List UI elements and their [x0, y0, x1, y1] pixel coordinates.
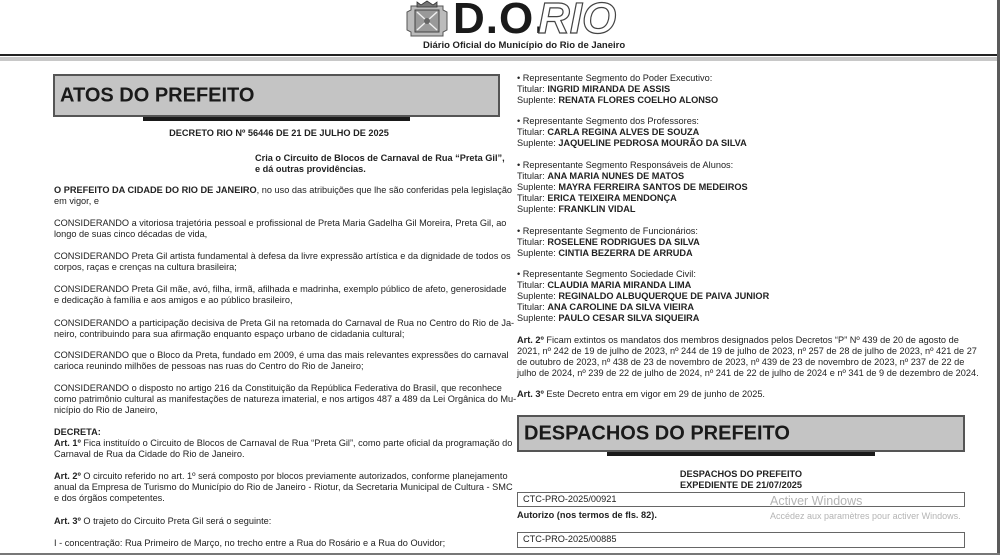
decreta-label: DECRETA: [54, 427, 101, 437]
section-title: DESPACHOS DO PREFEITO [524, 422, 790, 444]
segment-2-member-1 [517, 127, 699, 138]
process-decision-text: Autorizo (nos termos de fls. 82). [517, 510, 657, 520]
member-name: CINTIA BEZERRA DE ARRUDA [558, 248, 693, 258]
member-name: FRANKLIN VIDAL [558, 204, 636, 214]
art2-text: O circuito referido no art. 1º será composto por blocos previamente autorizados, conforme planejamento [80, 471, 508, 481]
segment-3-member-4 [517, 204, 635, 215]
art2-line-3: e dos órgãos competentes. [54, 493, 165, 503]
segment-3-member-3 [517, 193, 677, 204]
masthead [0, 0, 1000, 57]
segment-1-member-1 [517, 84, 670, 95]
preamble-line-2: em vigor, e [54, 196, 99, 206]
art3-text: Este Decreto entra em vigor em 29 de junho de 2025. [543, 389, 765, 399]
considerando-5-line-1: CONSIDERANDO que o Bloco da Preta, fundado em 2009, é uma das mais relevantes expressões do carnaval [54, 350, 509, 360]
right-art2-line-3: de outubro de 2023, nº 438 de 23 de novembro de 2023, nº 439 de 23 de novembro de 2023, nº 237 de 22 de [517, 357, 965, 367]
member-name: JAQUELINE PEDROSA MOURÃO DA SILVA [558, 138, 747, 148]
masthead-rio-title: RIO [538, 0, 617, 43]
segment-3-member-2 [517, 182, 748, 193]
windows-activation-watermark-text: Accédez aux paramètres pour activer Windows. [770, 511, 961, 521]
preamble-authority: O PREFEITO DA CIDADE DO RIO DE JANEIRO [54, 185, 257, 195]
section-header-atos [53, 74, 500, 117]
segment-5-member-3 [517, 302, 694, 313]
considerando-2-line-1: CONSIDERANDO Preta Gil artista fundamental à defesa da livre expressão artística e da dignidade de todos os [54, 251, 511, 261]
city-coat-of-arms-icon [405, 0, 449, 40]
member-role: Suplente: [517, 204, 556, 214]
segment-2-title: • Representante Segmento dos Professores: [517, 116, 699, 126]
considerando-6-line-2: como patrimônio cultural as manifestações de natureza imaterial, e nos artigos 487 a 489 da Lei Orgânica do Mu- [54, 394, 517, 404]
member-name: CLAUDIA MARIA MIRANDA LIMA [547, 280, 692, 290]
considerando-1-line-1: CONSIDERANDO a vitoriosa trajetória pessoal e profissional de Preta Maria Gadelha Gil Moreira, Preta Gil, ao [54, 218, 507, 228]
right-art2-line-1 [517, 335, 959, 346]
member-role: Suplente: [517, 138, 556, 148]
art1-text: Fica instituído o Circuito de Blocos de Carnaval de Rua “Preta Gil”, como parte oficial da programação do [80, 438, 513, 448]
segment-5-member-2 [517, 291, 769, 302]
member-role: Titular: [517, 84, 545, 94]
art2-line-1 [54, 471, 508, 482]
segment-5-title: • Representante Segmento Sociedade Civil: [517, 269, 696, 279]
windows-activation-watermark-title: Activer Windows [770, 494, 863, 508]
decree-title: DECRETO RIO Nº 56446 DE 21 DE JULHO DE 2025 [169, 128, 389, 138]
art1-line-2: Carnaval de Rua da Cidade do Rio de Janeiro. [54, 449, 245, 459]
art2-line-2: anual da Empresa de Turismo do Município do Rio de Janeiro - Riotur, da Secretaria Municipal de Cultura - SMC [54, 482, 513, 492]
despachos-title: DESPACHOS DO PREFEITO [679, 469, 803, 479]
segment-3-member-1 [517, 171, 684, 182]
member-name: CARLA REGINA ALVES DE SOUZA [547, 127, 700, 137]
member-role: Suplente: [517, 248, 556, 258]
member-name: REGINALDO ALBUQUERQUE DE PAIVA JUNIOR [558, 291, 770, 301]
right-art3 [517, 389, 765, 400]
route-item-1: I - concentração: Rua Primeiro de Março, no trecho entre a Rua do Rosário e a Rua do Ouvidor; [54, 538, 446, 548]
segment-5-member-4 [517, 313, 699, 324]
right-art2-line-2: 2021, nº 242 de 19 de julho de 2023, nº 244 de 19 de julho de 2023, nº 257 de 28 de julho de 2023, nº 421 de 27 [517, 346, 977, 356]
decree-ementa-line-2: e dá outras providências. [255, 164, 366, 174]
art3-text: O trajeto do Circuito Preta Gil será o seguinte: [80, 516, 272, 526]
segment-1-member-2 [517, 95, 718, 106]
segment-3-title: • Representante Segmento Responsáveis de Alunos: [517, 160, 734, 170]
process-number-box [517, 492, 965, 507]
member-role: Titular: [517, 127, 545, 137]
considerando-4-line-1: CONSIDERANDO a participação decisiva de Preta Gil na retomada do Carnaval de Rua no Centro do Rio de Ja- [54, 318, 515, 328]
art2-label: Art. 2º [54, 471, 81, 481]
art3-label: Art. 3º [517, 389, 544, 399]
member-role: Titular: [517, 193, 545, 203]
masthead-divider-shadow [0, 57, 997, 61]
member-role: Titular: [517, 171, 545, 181]
considerando-6-line-1: CONSIDERANDO o disposto no artigo 216 da Constituição da República Federativa do Brasil, que reconhece [54, 383, 502, 393]
member-role: Titular: [517, 302, 545, 312]
member-name: MAYRA FERREIRA SANTOS DE MEDEIROS [558, 182, 748, 192]
masthead-subtitle: Diário Oficial do Município do Rio de Janeiro [423, 40, 626, 51]
masthead-do-title: D.O. [453, 0, 548, 43]
considerando-2-line-2: corpos, raças e crenças na cultura brasileira; [54, 262, 237, 272]
segment-4-member-2 [517, 248, 693, 259]
member-name: ROSELENE RODRIGUES DA SILVA [547, 237, 700, 247]
art3-label: Art. 3º [54, 516, 81, 526]
right-art2-line-4: julho de 2024, nº 239 de 22 de julho de 2024, nº 241 de 22 de julho de 2024 e nº 341 de 9 de dezembro de 2024. [517, 368, 979, 378]
considerando-1-line-2: longo de suas cinco décadas de vida, [54, 229, 208, 239]
preamble-text: , no uso das atribuições que lhe são conferidas pela legislação [256, 185, 513, 195]
member-role: Titular: [517, 237, 545, 247]
member-name: RENATA FLORES COELHO ALONSO [558, 95, 719, 105]
art2-text: Ficam extintos os mandatos dos membros designados pelos Decretos “P” Nº 439 de 20 de agosto de [543, 335, 959, 345]
member-role: Suplente: [517, 291, 556, 301]
segment-4-title: • Representante Segmento de Funcionários: [517, 226, 698, 236]
segment-2-member-2 [517, 138, 747, 149]
art3-line-1 [54, 516, 271, 527]
member-name: ANA CAROLINE DA SILVA VIEIRA [547, 302, 694, 312]
considerando-3-line-1: CONSIDERANDO Preta Gil mãe, avó, filha, irmã, afilhada e madrinha, exemplo público de afeto, generosidade [54, 284, 507, 294]
preamble [54, 185, 512, 196]
member-name: INGRID MIRANDA DE ASSIS [547, 84, 671, 94]
section-header-shadow [143, 117, 410, 121]
art2-label: Art. 2º [517, 335, 544, 345]
expediente-date: EXPEDIENTE DE 21/07/2025 [679, 480, 803, 490]
decree-ementa-line-1: Cria o Circuito de Blocos de Carnaval de Rua “Preta Gil”, [255, 153, 505, 163]
member-role: Suplente: [517, 95, 556, 105]
art1-line-1 [54, 438, 512, 449]
section-title: ATOS DO PREFEITO [60, 84, 255, 106]
process-number: CTC-PRO-2025/00921 [523, 494, 617, 504]
considerando-3-line-2: e dedicação à família e aos amigos e ao público brasileiro, [54, 295, 293, 305]
art1-label: Art. 1º [54, 438, 81, 448]
considerando-5-line-2: carioca reunindo milhões de pessoas nas ruas do Centro do Rio de Janeiro; [54, 361, 364, 371]
segment-5-member-1 [517, 280, 691, 291]
segment-4-member-1 [517, 237, 700, 248]
section-header-shadow [607, 452, 875, 456]
member-name: ERICA TEIXEIRA MENDONÇA [547, 193, 677, 203]
considerando-4-line-2: neiro, contribuindo para sua afirmação enquanto espaço urbano de cidadania cultural; [54, 329, 405, 339]
process-number: CTC-PRO-2025/00885 [523, 534, 617, 544]
member-name: PAULO CESAR SILVA SIQUEIRA [558, 313, 700, 323]
member-name: ANA MARIA NUNES DE MATOS [547, 171, 685, 181]
member-role: Suplente: [517, 313, 556, 323]
considerando-6-line-3: nicípio do Rio de Janeiro, [54, 405, 158, 415]
process-number-box [517, 532, 965, 548]
member-role: Suplente: [517, 182, 556, 192]
section-header-despachos [517, 415, 965, 452]
masthead-divider [0, 54, 997, 56]
member-role: Titular: [517, 280, 545, 290]
segment-1-title: • Representante Segmento do Poder Executivo: [517, 73, 713, 83]
